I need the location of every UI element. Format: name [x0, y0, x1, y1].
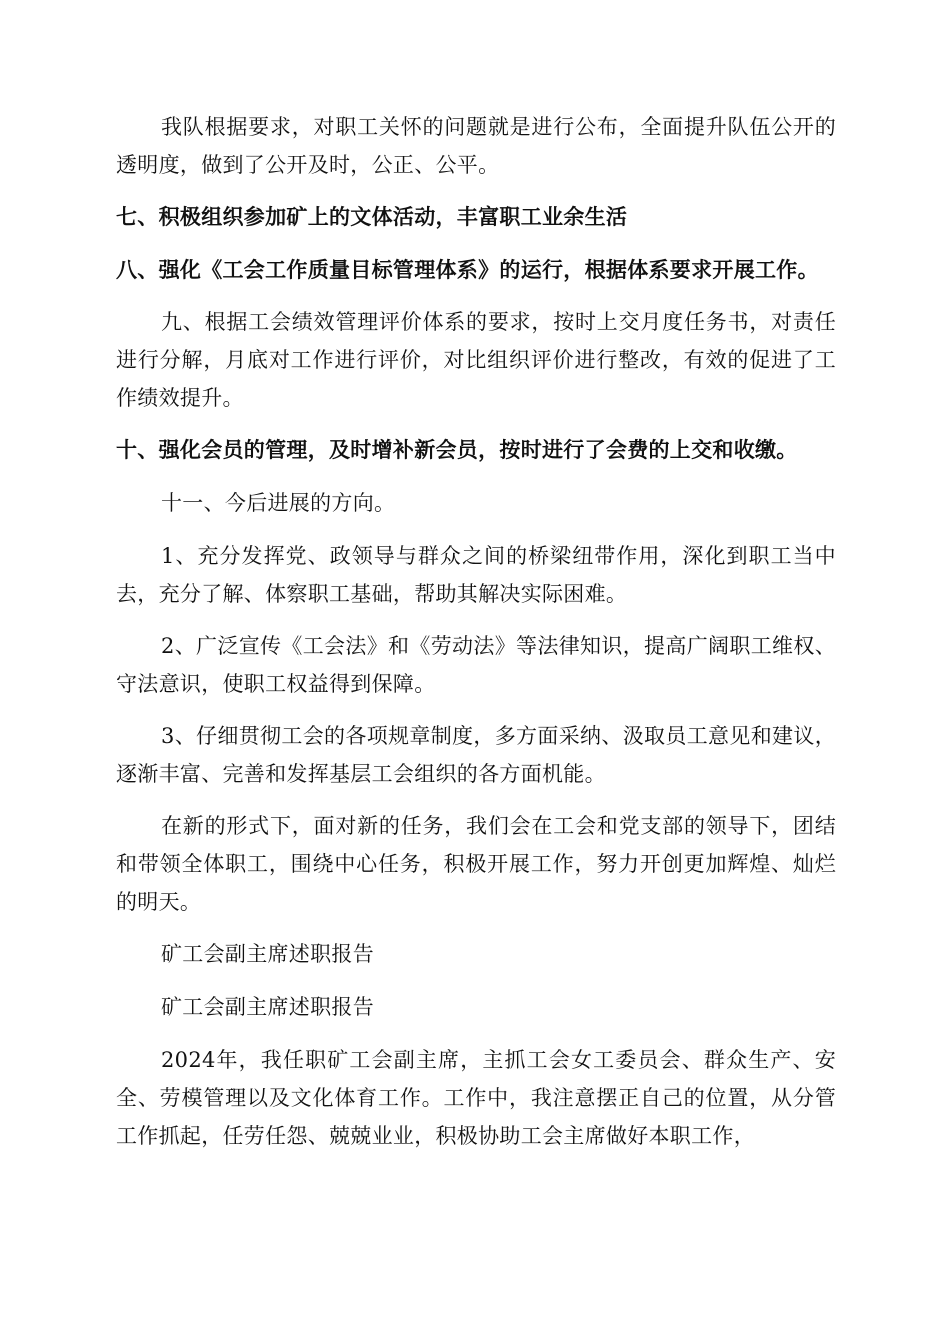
- paragraph-disclosure: 我队根据要求，对职工关怀的问题就是进行公布，全面提升队伍公开的透明度，做到了公开及时，公正、公平。: [116, 115, 836, 177]
- paragraph-report-intro: 2024年，我任职矿工会副主席，主抓工会女工委员会、群众生产、安全、劳模管理以及文化体育工作。工作中，我注意摆正自己的位置，从分管工作抓起，任劳任怨、兢兢业业，积极协助工会主席做好本职工作，: [116, 1048, 836, 1148]
- heading-section-8: 八、强化《工会工作质量目标管理体系》的运行，根据体系要求开展工作。: [116, 257, 819, 282]
- heading-section-7: 七、积极组织参加矿上的文体活动，丰富职工业余生活: [116, 204, 628, 229]
- paragraph-section-9: 九、根据工会绩效管理评价体系的要求，按时上交月度任务书，对责任进行分解，月底对工作进行评价，对比组织评价进行整改，有效的促进了工作绩效提升。: [116, 310, 836, 410]
- list-item-1: 1、充分发挥党、政领导与群众之间的桥梁纽带作用，深化到职工当中去，充分了解、体察职工基础，帮助其解决实际困难。: [116, 544, 836, 606]
- list-item-2: 2、广泛宣传《工会法》和《劳动法》等法律知识，提高广阔职工维权、守法意识，使职工权益得到保障。: [116, 634, 836, 696]
- report-title: 矿工会副主席述职报告: [161, 942, 374, 966]
- heading-section-10: 十、强化会员的管理，及时增补新会员，按时进行了会费的上交和收缴。: [116, 437, 798, 462]
- document-body: [116, 108, 836, 1169]
- report-title-repeat: 矿工会副主席述职报告: [161, 995, 374, 1019]
- list-item-3: 3、仔细贯彻工会的各项规章制度，多方面采纳、汲取员工意见和建议，逐渐丰富、完善和发挥基层工会组织的各方面机能。: [116, 724, 836, 786]
- paragraph-conclusion: 在新的形式下，面对新的任务，我们会在工会和党支部的领导下，团结和带领全体职工，围绕中心任务，积极开展工作，努力开创更加辉煌、灿烂的明天。: [116, 814, 836, 914]
- paragraph-section-11: 十一、今后进展的方向。: [161, 491, 396, 515]
